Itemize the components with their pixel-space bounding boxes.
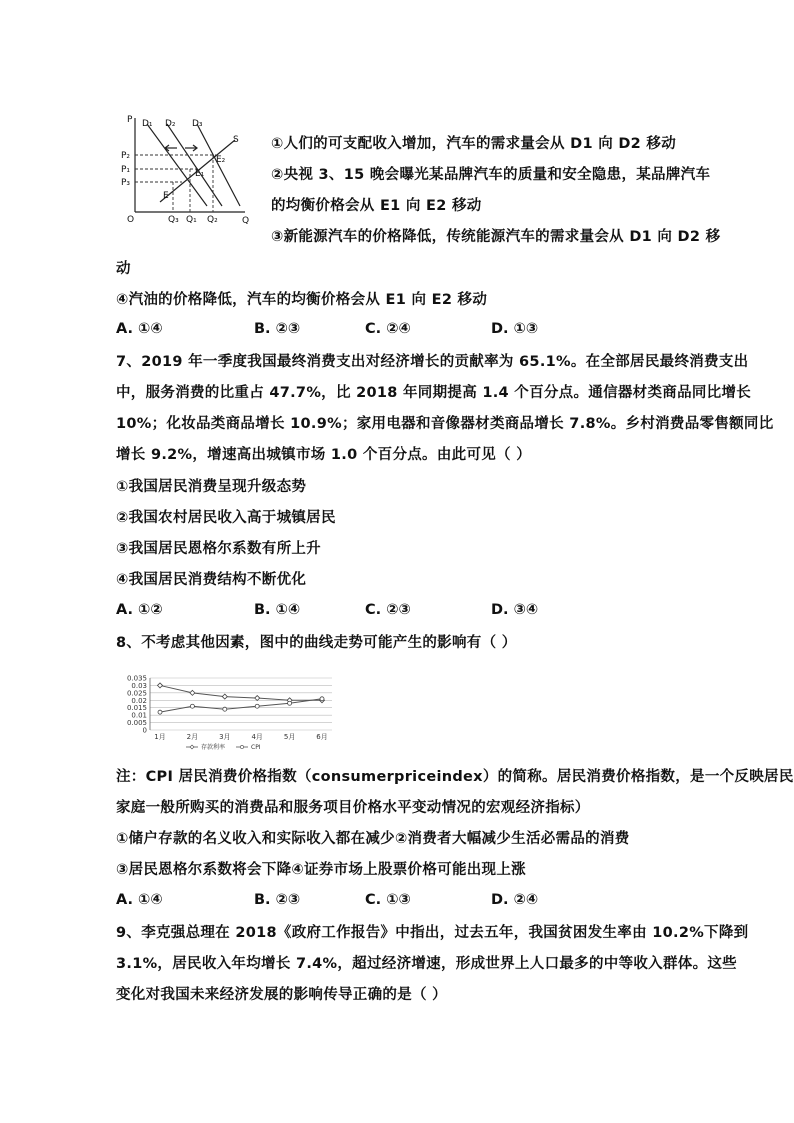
q6-option-2b: 的均衡价格会从 E1 向 E2 移动 <box>271 198 482 214</box>
data-point <box>190 704 194 708</box>
q7-line-1: 7、2019 年一季度我国最终消费支出对经济增长的贡献率为 65.1%。在全部居民最终消费支出 <box>116 354 749 370</box>
data-point <box>255 696 260 701</box>
q2-label: Q₂ <box>207 215 218 225</box>
q8-stem: 8、不考虑其他因素，图中的曲线走势可能产生的影响有（ ） <box>116 635 517 651</box>
y-tick-label: 0.005 <box>126 719 147 728</box>
supply-demand-diagram <box>115 112 255 227</box>
d2-label: D₂ <box>165 119 176 129</box>
q7-line-3: 10%；化妆品类商品增长 10.9%；家用电器和音像器材类商品增长 7.8%。乡村消费品零售额同比 <box>116 416 774 432</box>
x-tick-label: 2月 <box>186 733 199 741</box>
q8-choice-b: B. ②③ <box>254 892 301 908</box>
e2-label: E₂ <box>216 155 226 165</box>
q7-option-3: ③我国居民恩格尔系数有所上升 <box>116 541 321 557</box>
q6-option-1: ①人们的可支配收入增加，汽车的需求量会从 D1 向 D2 移动 <box>271 136 677 152</box>
q7-option-4: ④我国居民消费结构不断优化 <box>116 572 307 588</box>
x-tick-label: 3月 <box>219 733 231 741</box>
demand-curve-d2 <box>167 124 222 206</box>
y-tick-label: 0.01 <box>131 711 147 720</box>
s-label: S <box>233 135 239 145</box>
q1-label: Q₁ <box>186 215 197 225</box>
q6-choice-d: D. ①③ <box>491 321 539 337</box>
d3-label: D₃ <box>192 119 203 129</box>
y-tick-label: 0.035 <box>126 674 147 683</box>
q6-option-3a: ③新能源汽车的价格降低，传统能源汽车的需求量会从 D1 向 D2 移 <box>271 229 721 245</box>
p1-label: P₁ <box>121 165 131 175</box>
q6-choice-b: B. ②③ <box>254 321 301 337</box>
q8-choice-d: D. ②④ <box>491 892 539 908</box>
q8-note-line-2: 家庭一般所购买的消费品和服务项目价格水平变动情况的宏观经济指标） <box>116 800 590 816</box>
p3-label: P₃ <box>121 178 131 188</box>
q8-options-1-2: ①储户存款的名义收入和实际收入都在减少②消费者大幅减少生活必需品的消费 <box>116 831 630 847</box>
q6-choice-a: A. ①④ <box>116 321 163 337</box>
q6-option-2a: ②央视 3、15 晚会曝光某品牌汽车的质量和安全隐患，某品牌汽车 <box>271 167 711 183</box>
d1-label: D₁ <box>142 119 153 129</box>
q9-line-3: 变化对我国未来经济发展的影响传导正确的是（ ） <box>116 987 447 1003</box>
q7-choice-b: B. ①④ <box>254 602 301 618</box>
x-tick-label: 5月 <box>283 733 296 741</box>
x-tick-label: 6月 <box>316 733 328 741</box>
data-point <box>320 697 324 701</box>
q3-label: Q₃ <box>168 215 179 225</box>
rate-cpi-line-chart <box>114 672 340 752</box>
q8-note-line-1: 注：CPI 居民消费价格指数（consumerpriceindex）的简称。居民消费价格指数，是一个反映居民 <box>116 769 794 785</box>
q7-option-1: ①我国居民消费呈现升级态势 <box>116 479 307 495</box>
q7-choice-d: D. ③④ <box>491 602 539 618</box>
x-tick-label: 4月 <box>251 733 263 741</box>
e-label: E <box>163 191 169 201</box>
q7-choice-c: C. ②③ <box>365 602 411 618</box>
q8-choice-c: C. ①③ <box>365 892 411 908</box>
q7-option-2: ②我国农村居民收入高于城镇居民 <box>116 510 336 526</box>
q6-option-3b: 动 <box>116 261 131 277</box>
y-tick-label: 0 <box>142 726 147 735</box>
legend-label: 存款利率 <box>201 744 226 751</box>
data-point <box>222 694 227 699</box>
q6-choice-c: C. ②④ <box>365 321 411 337</box>
y-tick-label: 0.03 <box>131 681 147 690</box>
legend-label: CPI <box>251 744 261 751</box>
q7-choice-a: A. ①② <box>116 602 163 618</box>
q8-choice-a: A. ①④ <box>116 892 163 908</box>
x-tick-label: 1月 <box>154 733 166 741</box>
e1-label: E₁ <box>195 169 205 179</box>
q6-option-4: ④汽油的价格降低，汽车的均衡价格会从 E1 向 E2 移动 <box>116 292 488 308</box>
y-tick-label: 0.025 <box>126 689 147 698</box>
data-point <box>158 710 162 714</box>
data-point <box>158 683 163 688</box>
data-point <box>223 707 227 711</box>
y-tick-label: 0.02 <box>131 696 147 705</box>
y-tick-label: 0.015 <box>126 704 147 713</box>
q7-line-2: 中，服务消费的比重占 47.7%，比 2018 年同期提高 1.4 个百分点。通信器材类商品同比增长 <box>116 385 752 401</box>
q7-line-4: 增长 9.2%，增速高出城镇市场 1.0 个百分点。由此可见（ ） <box>116 447 531 463</box>
q9-line-1: 9、李克强总理在 2018《政府工作报告》中指出，过去五年，我国贫困发生率由 10.2%下降到 <box>116 925 749 941</box>
data-point <box>190 690 195 695</box>
p2-label: P₂ <box>121 151 131 161</box>
demand-curve-d1 <box>147 124 207 206</box>
p-axis-label: P <box>127 115 133 125</box>
series-line-1 <box>160 699 322 712</box>
data-point <box>288 701 292 705</box>
legend-marker <box>240 745 243 748</box>
q8-options-3-4: ③居民恩格尔系数将会下降④证券市场上股票价格可能出现上涨 <box>116 862 526 878</box>
q-axis-label: Q <box>242 216 250 226</box>
legend-marker <box>190 745 194 749</box>
data-point <box>255 704 259 708</box>
q9-line-2: 3.1%，居民收入年均增长 7.4%，超过经济增速，形成世界上人口最多的中等收入群体。这些 <box>116 956 737 972</box>
origin-label: O <box>127 215 135 225</box>
